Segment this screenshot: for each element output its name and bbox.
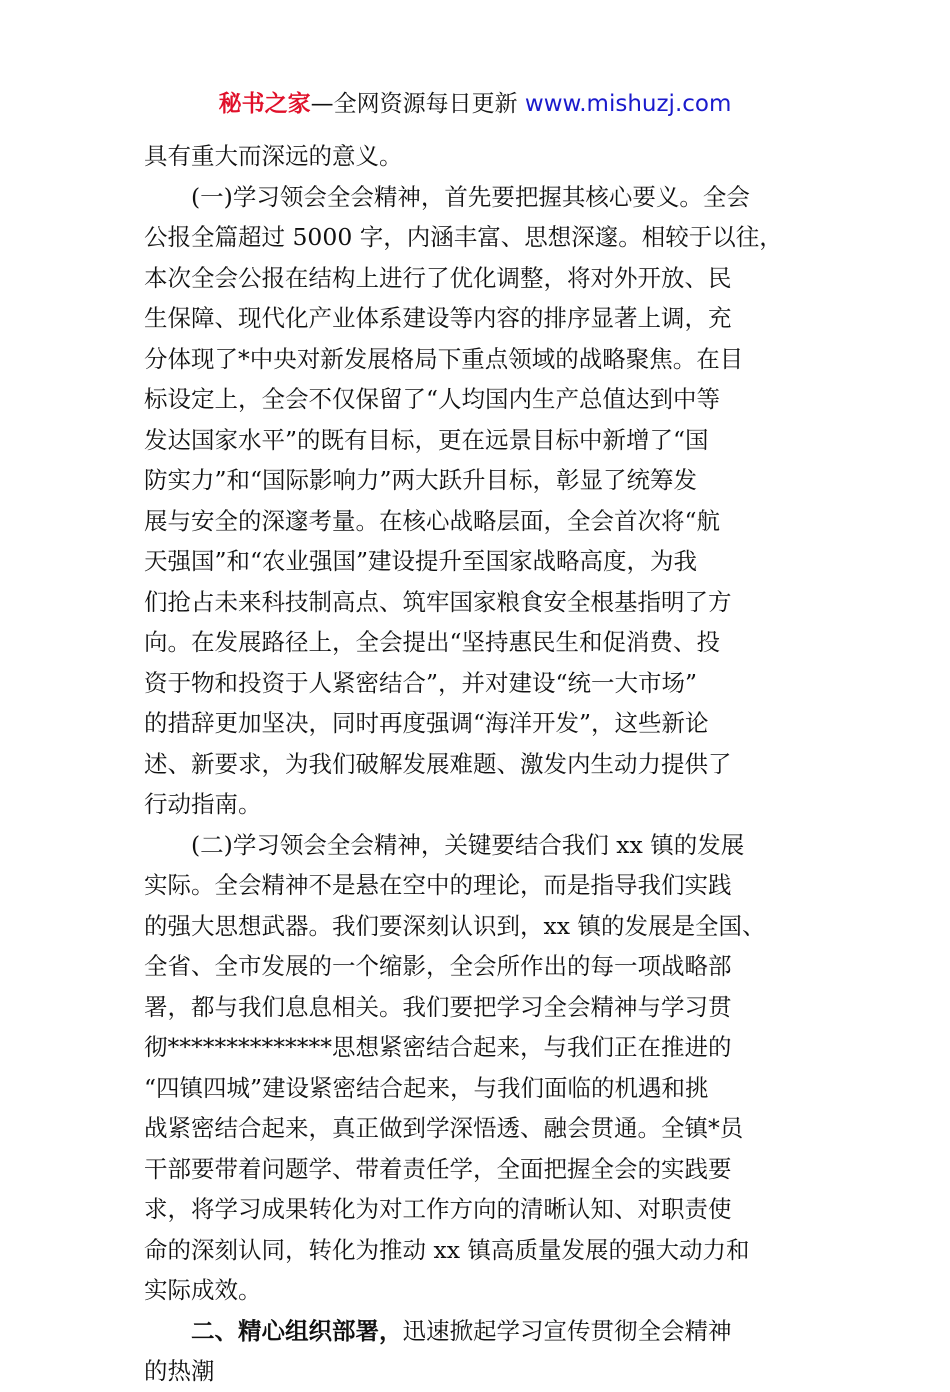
brand-name: 秘书之家: [218, 91, 311, 117]
text-line: 的措辞更加坚决，同时再度强调“海洋开发”，这些新论: [144, 709, 709, 737]
text-line: 干部要带着问题学、带着责任学，全面把握全会的实践要: [144, 1154, 732, 1183]
text-line: 天强国”和“农业强国”建设提升至国家战略高度，为我: [144, 547, 698, 575]
text-line: 生保障、现代化产业体系建设等内容的排序显著上调，充: [144, 304, 732, 332]
text-line: 资于物和投资于人紧密结合”，并对建设“统一大市场”: [144, 668, 698, 697]
text-line: 全省、全市发展的一个缩影，全会所作出的每一项战略部: [144, 952, 732, 980]
text-line: 署，都与我们息息相关。我们要把学习全会精神与学习贯: [144, 992, 732, 1021]
text-line: 本次全会公报在结构上进行了优化调整，将对外开放、民: [144, 263, 732, 292]
text-line: 战紧密结合起来，真正做到学深悟透、融会贯通。全镇*员: [144, 1114, 744, 1142]
text-line: 防实力”和“国际影响力”两大跃升目标，彰显了统筹发: [144, 466, 698, 494]
section-heading-lead: 二、精心组织部署，: [191, 1316, 403, 1345]
text-line: 彻**************思想紧密结合起来，与我们正在推进的: [144, 1033, 732, 1061]
text-line: 具有重大而深远的意义。: [144, 142, 403, 170]
text-line: 发达国家水平”的既有目标，更在远景目标中新增了“国: [144, 425, 709, 454]
page-header: [0, 88, 950, 120]
text-line: 分体现了*中央对新发展格局下重点领域的战略聚焦。在目: [144, 344, 744, 373]
section-heading-tail: 的热潮: [144, 1357, 215, 1385]
text-line: 求，将学习成果转化为对工作方向的清晰认知、对职责使: [144, 1195, 732, 1223]
text-line: 实际。全会精神不是悬在空中的理论，而是指导我们实践: [144, 871, 732, 899]
text-line: 向。在发展路径上，全会提出“坚持惠民生和促消费、投: [144, 628, 721, 656]
text-line: 命的深刻认同，转化为推动 xx 镇高质量发展的强大动力和: [144, 1235, 750, 1264]
text-line: 们抢占未来科技制高点、筑牢国家粮食安全根基指明了方: [144, 587, 732, 616]
text-line: “四镇四城”建设紧密结合起来，与我们面临的机遇和挑: [144, 1073, 709, 1102]
site-url-link[interactable]: www.mishuzj.com: [524, 91, 732, 117]
document-body: [144, 136, 810, 1392]
paragraph-start-line: (一)学习领会全会精神，首先要把握其核心要义。全会: [191, 182, 750, 211]
header-tagline: —全网资源每日更新: [310, 91, 525, 117]
section-heading: [144, 1311, 810, 1352]
text-line: 展与安全的深邃考量。在核心战略层面，全会首次将“航: [144, 506, 721, 535]
text-line: 公报全篇超过 5000 字，内涵丰富、思想深邃。相较于以往，: [144, 223, 783, 251]
text-line: 的强大思想武器。我们要深刻认识到，xx 镇的发展是全国、: [144, 911, 766, 940]
section-heading-rest: 迅速掀起学习宣传贯彻全会精神: [402, 1316, 732, 1345]
text-line: 标设定上，全会不仅保留了“人均国内生产总值达到中等: [144, 385, 721, 413]
text-line: 实际成效。: [144, 1276, 262, 1304]
paragraph-start-line: (二)学习领会全会精神，关键要结合我们 xx 镇的发展: [191, 830, 745, 859]
text-line: 述、新要求，为我们破解发展难题、激发内生动力提供了: [144, 749, 732, 778]
text-line: 行动指南。: [144, 790, 262, 818]
